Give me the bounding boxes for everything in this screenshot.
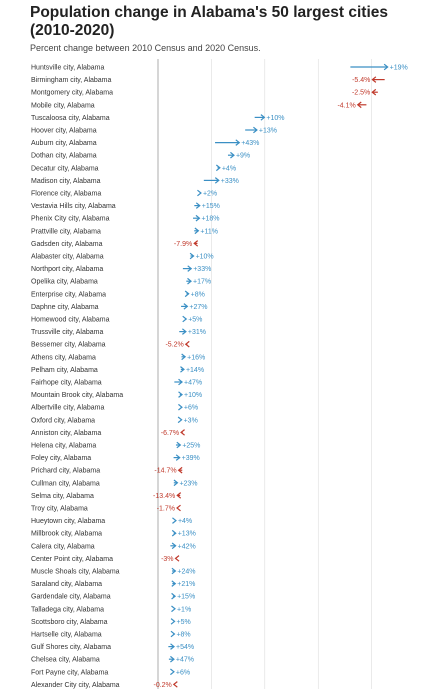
- arrow-mark: [204, 178, 239, 185]
- city-labels: [31, 65, 123, 689]
- value-label: +33%: [193, 266, 212, 274]
- value-label: +3%: [183, 417, 198, 425]
- city-label: Mobile city, Alabama: [31, 102, 95, 110]
- city-label: Center Point city, Alabama: [31, 555, 113, 563]
- value-label: +15%: [201, 203, 220, 211]
- arrow-mark: [161, 556, 179, 563]
- arrow-mark: [180, 367, 204, 374]
- city-label: Millbrook city, Alabama: [31, 530, 103, 538]
- city-label: Troy city, Alabama: [31, 505, 88, 513]
- value-label: +31%: [187, 329, 206, 337]
- city-label: Hartselle city, Alabama: [31, 631, 102, 639]
- value-label: +54%: [176, 644, 195, 652]
- city-label: Oxford city, Alabama: [31, 417, 96, 425]
- value-label: +6%: [183, 404, 199, 412]
- arrow-mark: [176, 442, 200, 449]
- city-label: Chelsea city, Alabama: [31, 656, 100, 664]
- arrow-head: [171, 619, 175, 625]
- city-label: Prichard city, Alabama: [31, 467, 101, 475]
- arrow-mark: [194, 203, 220, 210]
- city-label: Decatur city, Alabama: [31, 165, 99, 173]
- arrow-head: [172, 518, 176, 524]
- city-label: Hueytown city, Alabama: [31, 518, 106, 526]
- city-label: Homewood city, Alabama: [31, 316, 110, 324]
- value-label: +17%: [193, 278, 212, 286]
- city-label: Huntsville city, Alabama: [31, 64, 105, 72]
- value-label: -5.2%: [165, 341, 184, 349]
- arrow-mark: [352, 89, 378, 96]
- arrow-mark: [171, 631, 191, 638]
- arrow-mark: [190, 253, 214, 260]
- arrow-mark: [183, 266, 211, 273]
- arrow-mark: [255, 115, 285, 122]
- arrow-mark: [153, 493, 181, 500]
- city-label: Calera city, Alabama: [31, 543, 95, 551]
- value-label: +1%: [176, 606, 192, 614]
- value-label: +27%: [189, 303, 208, 311]
- arrow-mark: [193, 215, 220, 222]
- value-label: +43%: [241, 140, 260, 148]
- value-label: -2.5%: [351, 89, 371, 97]
- arrow-mark: [182, 354, 206, 361]
- chart-subtitle: Percent change between 2010 Census and 2020 Census.: [30, 43, 261, 53]
- arrow-mark: [172, 530, 196, 537]
- arrow-mark: [174, 455, 200, 462]
- arrow-head: [186, 341, 190, 347]
- value-label: -14.7%: [154, 467, 177, 475]
- arrow-head: [171, 606, 175, 612]
- arrow-mark: [165, 341, 189, 348]
- city-label: Athens city, Alabama: [31, 354, 96, 362]
- city-label: Mountain Brook city, Alabama: [31, 392, 124, 400]
- arrow-mark: [178, 404, 198, 411]
- arrow-mark: [178, 417, 198, 424]
- arrow-mark: [169, 656, 194, 663]
- value-label: +15%: [177, 593, 196, 601]
- value-label: -6.7%: [160, 429, 180, 437]
- value-label: +39%: [181, 455, 200, 463]
- arrow-head: [170, 669, 174, 675]
- city-label: Madison city, Alabama: [31, 177, 101, 185]
- city-label: Fairhope city, Alabama: [31, 379, 102, 387]
- city-label: Enterprise city, Alabama: [31, 291, 106, 299]
- arrow-mark: [172, 518, 192, 525]
- arrow-mark: [161, 430, 185, 437]
- arrow-head: [171, 631, 175, 637]
- city-label: Pelham city, Alabama: [31, 366, 98, 374]
- arrow-mark: [194, 228, 218, 235]
- city-label: Dothan city, Alabama: [31, 152, 97, 160]
- city-label: Fort Payne city, Alabama: [31, 669, 109, 677]
- city-label: Selma city, Alabama: [31, 492, 94, 500]
- value-label: +16%: [187, 354, 206, 362]
- value-label: +2%: [202, 190, 218, 198]
- value-label: +4%: [177, 518, 193, 526]
- arrow-mark: [172, 568, 196, 575]
- value-label: +47%: [184, 379, 203, 387]
- chart-title: Population change in Alabama's 50 largest cities (2010-2020): [30, 4, 388, 39]
- value-label: -5.4%: [352, 77, 371, 85]
- city-label: Gulf Shores city, Alabama: [31, 644, 112, 652]
- value-label: +42%: [177, 543, 196, 551]
- arrow-mark: [215, 140, 259, 147]
- city-label: Northport city, Alabama: [31, 266, 104, 274]
- arrow-mark: [216, 165, 236, 172]
- arrow-head: [178, 417, 182, 423]
- value-label: -3%: [161, 555, 174, 563]
- city-label: Birmingham city, Alabama: [31, 77, 112, 85]
- arrow-mark: [228, 152, 250, 159]
- city-label: Montgomery city, Alabama: [31, 89, 113, 97]
- city-label: Prattville city, Alabama: [31, 228, 101, 236]
- arrow-mark: [181, 304, 207, 311]
- arrow-mark: [179, 329, 206, 336]
- arrow-head: [183, 316, 187, 322]
- value-label: +33%: [220, 177, 239, 185]
- arrow-head: [176, 556, 180, 562]
- city-label: Gadsden city, Alabama: [31, 240, 103, 248]
- value-label: +13%: [177, 530, 196, 538]
- arrow-mark: [171, 606, 191, 613]
- value-label: +47%: [175, 656, 195, 664]
- value-label: +10%: [266, 114, 285, 122]
- arrow-mark: [185, 291, 205, 298]
- value-label: -4.1%: [337, 102, 356, 110]
- city-label: Hoover city, Alabama: [31, 127, 97, 135]
- city-label: Phenix City city, Alabama: [31, 215, 110, 223]
- city-label: Cullman city, Alabama: [31, 480, 100, 488]
- value-label: +8%: [176, 631, 191, 639]
- value-label: +13%: [258, 127, 278, 135]
- arrow-mark: [174, 480, 198, 487]
- value-label: +10%: [195, 253, 214, 261]
- arrow-mark: [186, 278, 211, 285]
- value-label: +5%: [176, 618, 191, 626]
- value-label: +19%: [389, 64, 408, 72]
- arrow-mark: [352, 77, 385, 84]
- arrow-mark: [337, 102, 366, 109]
- city-label: Daphne city, Alabama: [31, 303, 99, 311]
- value-label: +18%: [201, 215, 220, 223]
- arrow-mark: [245, 127, 277, 134]
- arrow-mark: [183, 316, 203, 323]
- value-label: +10%: [184, 392, 203, 400]
- value-label: -0.2%: [153, 681, 172, 689]
- arrow-head: [181, 430, 185, 436]
- value-label: -13.4%: [153, 492, 176, 500]
- city-label: Muscle Shoals city, Alabama: [31, 568, 120, 576]
- city-label: Anniston city, Alabama: [31, 429, 102, 437]
- city-label: Albertville city, Alabama: [31, 404, 105, 412]
- city-label: Helena city, Alabama: [31, 442, 97, 450]
- city-label: Gardendale city, Alabama: [31, 593, 111, 601]
- value-label: +24%: [177, 568, 196, 576]
- value-label: +8%: [190, 291, 205, 299]
- arrow-mark: [174, 241, 198, 248]
- city-label: Foley city, Alabama: [31, 455, 92, 463]
- value-label: -1.7%: [156, 505, 176, 513]
- city-label: Opelika city, Alabama: [31, 278, 98, 286]
- city-label: Vestavia Hills city, Alabama: [31, 203, 116, 211]
- arrow-mark: [170, 669, 190, 676]
- arrow-mark: [171, 619, 191, 626]
- arrow-mark: [170, 543, 195, 550]
- city-label: Auburn city, Alabama: [31, 140, 97, 148]
- city-label: Florence city, Alabama: [31, 190, 102, 198]
- value-label: +5%: [188, 316, 203, 324]
- value-label: +6%: [175, 669, 191, 677]
- city-label: Alexander City city, Alabama: [31, 681, 120, 689]
- value-label: +4%: [221, 165, 237, 173]
- value-label: +23%: [179, 480, 198, 488]
- arrow-mark: [350, 64, 407, 71]
- value-label: +14%: [185, 366, 205, 374]
- arrow-head: [178, 404, 182, 410]
- city-label: Saraland city, Alabama: [31, 581, 103, 589]
- arrows: [153, 64, 408, 689]
- value-label: +21%: [177, 581, 196, 589]
- value-label: +25%: [182, 442, 201, 450]
- arrow-mark: [179, 392, 203, 399]
- city-label: Scottsboro city, Alabama: [31, 618, 108, 626]
- city-label: Talladega city, Alabama: [31, 606, 105, 614]
- city-label: Bessemer city, Alabama: [31, 341, 106, 349]
- arrow-mark: [172, 581, 196, 588]
- arrow-head: [197, 190, 201, 196]
- arrow-mark: [168, 644, 194, 651]
- value-label: +9%: [235, 152, 251, 160]
- city-label: Alabaster city, Alabama: [31, 253, 104, 261]
- arrow-head: [174, 682, 178, 688]
- arrow-mark: [157, 505, 181, 512]
- arrow-mark: [172, 593, 196, 600]
- arrow-head: [177, 505, 181, 511]
- city-label: Tuscaloosa city, Alabama: [31, 114, 110, 122]
- arrow-mark: [197, 190, 217, 197]
- value-label: +11%: [200, 228, 218, 236]
- city-label: Trussville city, Alabama: [31, 329, 104, 337]
- arrow-mark: [154, 682, 178, 689]
- value-label: -7.9%: [173, 240, 193, 248]
- arrow-mark: [174, 379, 202, 386]
- arrow-mark: [154, 467, 182, 474]
